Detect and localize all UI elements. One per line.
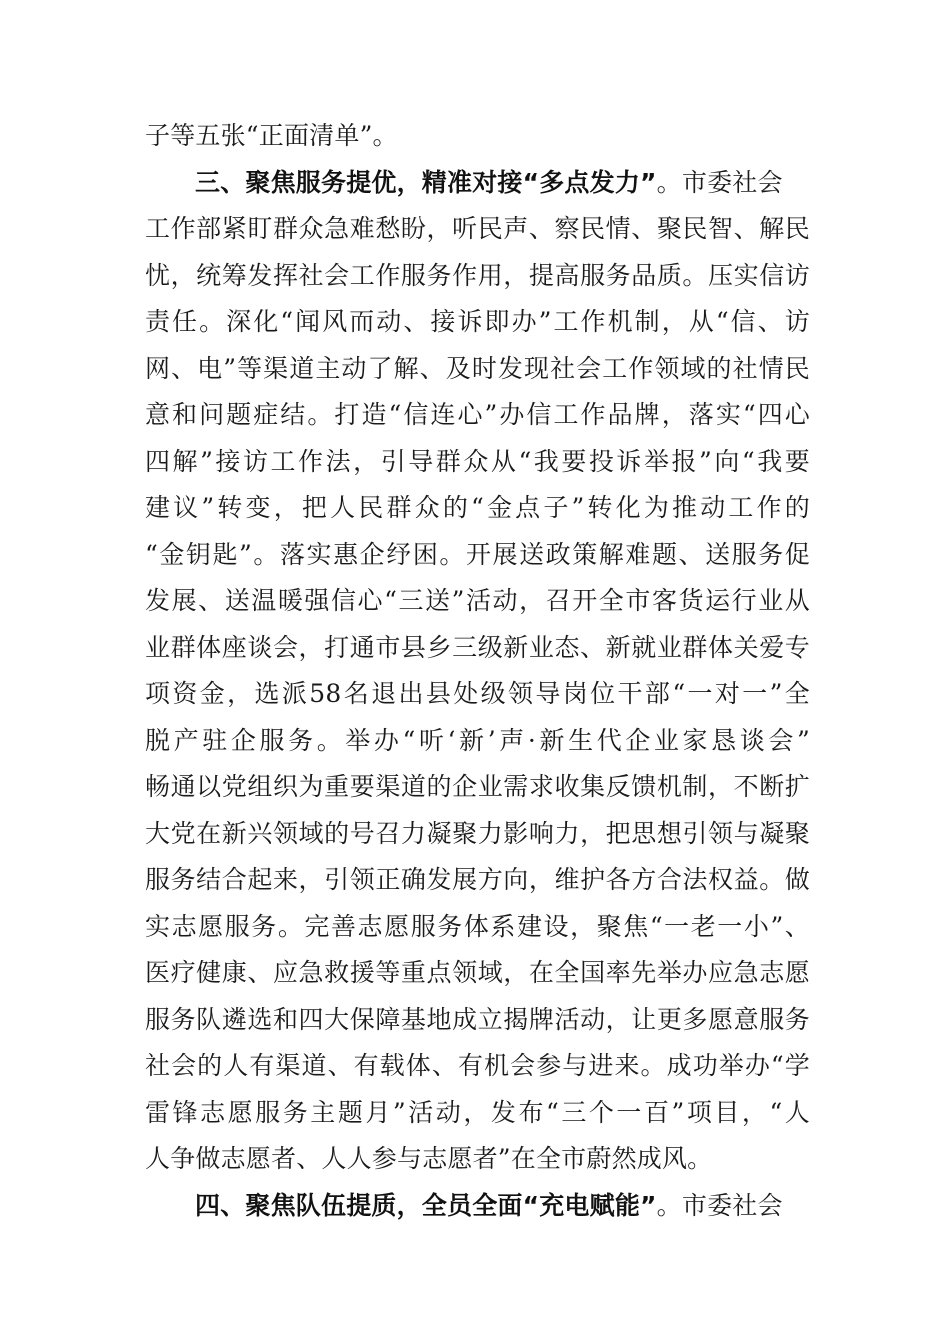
- text-line: 子等五张“正面清单”。: [145, 121, 398, 150]
- text-line: “金钥匙”。落实惠企纾困。开展送政策解难题、送服务促: [145, 539, 810, 569]
- text-line: 忧，统筹发挥社会工作服务作用，提高服务品质。压实信访: [145, 260, 810, 290]
- text-line: 社会的人有渠道、有载体、有机会参与进来。成功举办“学: [145, 1051, 810, 1080]
- text-line: 大党在新兴领域的号召力凝聚力影响力，把思想引领与凝聚: [145, 818, 810, 848]
- section-3-first-line: [145, 160, 810, 207]
- text-line: 建议”转变，把人民群众的“金点子”转化为推动工作的: [145, 493, 810, 522]
- text-line: 医疗健康、应急救援等重点领域，在全国率先举办应急志愿: [145, 958, 810, 987]
- text-line: 业群体座谈会，打通市县乡三级新业态、新就业群体关爱专: [145, 632, 810, 662]
- text-line: 项资金，选派58名退出县处级领导岗位干部“一对一”全: [145, 679, 810, 708]
- text-line: 服务结合起来，引领正确发展方向，维护各方合法权益。做: [145, 865, 810, 894]
- section-3-heading: 三、聚焦服务提优，精准对接“多点发力”: [195, 167, 657, 197]
- text-line: 责任。深化“闻风而动、接诉即办”工作机制，从“信、访: [145, 307, 810, 336]
- text-line: 服务队遴选和四大保障基地成立揭牌活动，让更多愿意服务: [145, 1004, 810, 1034]
- text-line: 畅通以党组织为重要渠道的企业需求收集反馈机制，不断扩: [145, 772, 810, 801]
- document-body: [145, 113, 810, 1229]
- section-3-lead-text: 。市委社会: [656, 167, 783, 197]
- text-line: 网、电”等渠道主动了解、及时发现社会工作领域的社情民: [145, 353, 810, 383]
- text-line: 脱产驻企服务。举办“听‘新’声·新生代企业家恳谈会”: [145, 725, 810, 755]
- text-line: 四解”接访工作法，引导群众从“我要投诉举报”向“我要: [145, 446, 810, 476]
- text-line: 人争做志愿者、人人参与志愿者”在全市蔚然成风。: [145, 1144, 713, 1173]
- text-line: 实志愿服务。完善志愿服务体系建设，聚焦“一老一小”、: [145, 911, 810, 941]
- text-line: 意和问题症结。打造“信连心”办信工作品牌，落实“四心: [145, 400, 810, 429]
- section-4-lead-text: 。市委社会: [656, 1190, 783, 1220]
- section-4-heading: 四、聚焦队伍提质，全员全面“充电赋能”: [195, 1190, 657, 1220]
- text-line: 工作部紧盯群众急难愁盼，听民声、察民情、聚民智、解民: [145, 214, 810, 243]
- text-line: 雷锋志愿服务主题月”活动，发布“三个一百”项目，“人: [145, 1097, 810, 1127]
- section-4-first-line: [145, 1183, 810, 1230]
- text-line: 发展、送温暖强信心“三送”活动，召开全市客货运行业从: [145, 586, 810, 615]
